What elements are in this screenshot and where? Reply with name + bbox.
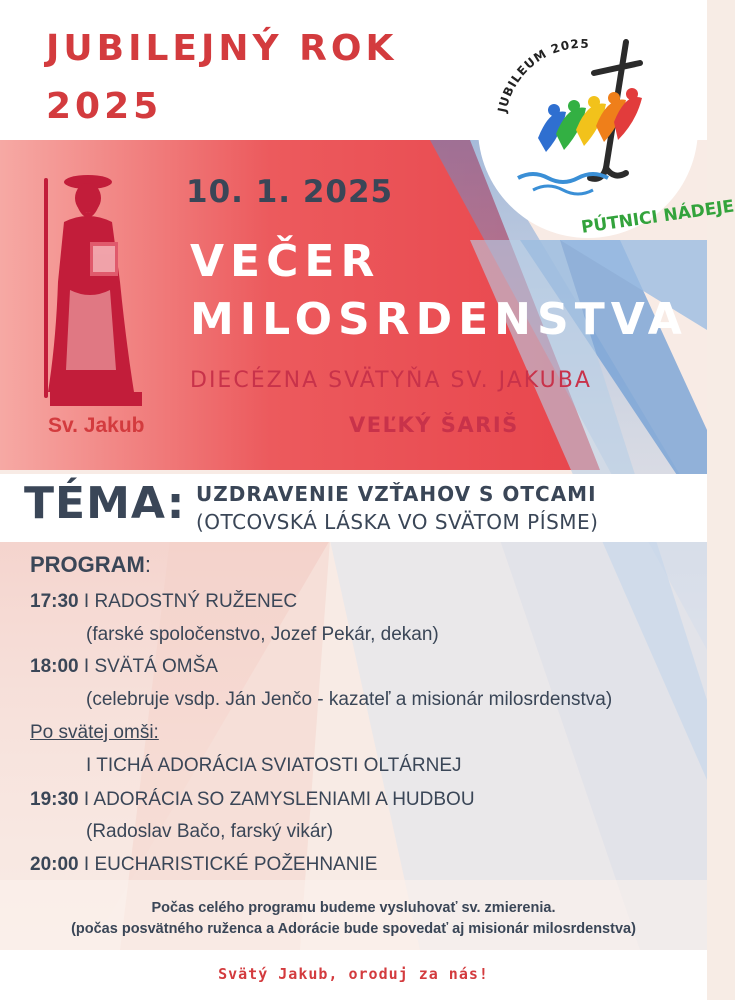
program-heading: [30, 552, 151, 578]
program-time: 20:00: [30, 854, 79, 875]
theme-line1: UZDRAVENIE VZŤAHOV S OTCAMI: [196, 482, 597, 506]
theme-line2: (OTCOVSKÁ LÁSKA VO SVÄTOM PÍSME): [196, 510, 599, 534]
jubilee-title-line2: 2025: [46, 86, 163, 127]
venue-line2: VEĽKÝ ŠARIŠ: [349, 413, 519, 437]
program-item-1730: [30, 591, 297, 613]
program-detail-1730: (farské spoločenstvo, Jozef Pekár, dekan): [86, 624, 439, 645]
program-time: 17:30: [30, 591, 79, 612]
program-item-1800: [30, 656, 218, 678]
event-name-line2: MILOSRDENSTVA: [190, 294, 688, 345]
program-text: I SVÄTÁ OMŠA: [83, 656, 218, 677]
program-detail-1930: (Radoslav Bačo, farský vikár): [86, 821, 334, 842]
program-heading-text: PROGRAM: [30, 552, 145, 577]
theme-label: TÉMA:: [24, 478, 186, 529]
venue-line1: DIECÉZNA SVÄTYŇA SV. JAKUBA: [190, 368, 592, 393]
event-name-line1: VEČER: [190, 236, 381, 287]
program-text: I ADORÁCIA SO ZAMYSLENIAMI A HUDBOU: [83, 789, 475, 810]
jubilee-title-line1: JUBILEJNÝ ROK: [46, 28, 398, 69]
footer-prayer: Svätý Jakub, oroduj za nás!: [218, 965, 489, 983]
after-mass-item: I TICHÁ ADORÁCIA SVIATOSTI OLTÁRNEJ: [86, 755, 462, 776]
jubilee-logo: [478, 18, 735, 248]
jubilee-title: [46, 20, 397, 136]
program-text: I RADOSTNÝ RUŽENEC: [83, 591, 298, 612]
logo-motto: PÚTNICI NÁDEJE: [580, 196, 735, 238]
saint-label: Sv. Jakub: [48, 414, 145, 437]
svg-text:JUBILEUM 2025: JUBILEUM 2025: [495, 36, 590, 114]
program-time: 19:30: [30, 789, 79, 810]
confession-note-line1: Počas celého programu budeme vysluhovať sv. zmierenia.: [151, 900, 556, 916]
program-item-2000: [30, 854, 377, 876]
program-heading-colon: :: [144, 552, 152, 577]
program-detail-1800: (celebruje vsdp. Ján Jenčo - kazateľ a misionár milosrdenstva): [86, 689, 613, 710]
program-time: 18:00: [30, 656, 79, 677]
program-text: I EUCHARISTICKÉ POŽEHNANIE: [83, 854, 378, 875]
st-james-statue-icon: [30, 160, 160, 430]
confession-note-line2: (počas posvätného ruženca a Adorácie bude spovedať aj misionár milosrdenstva): [71, 921, 636, 937]
after-mass-label: Po svätej omši:: [30, 722, 159, 743]
event-date: 10. 1. 2025: [186, 174, 394, 210]
program-item-1930: [30, 789, 475, 811]
